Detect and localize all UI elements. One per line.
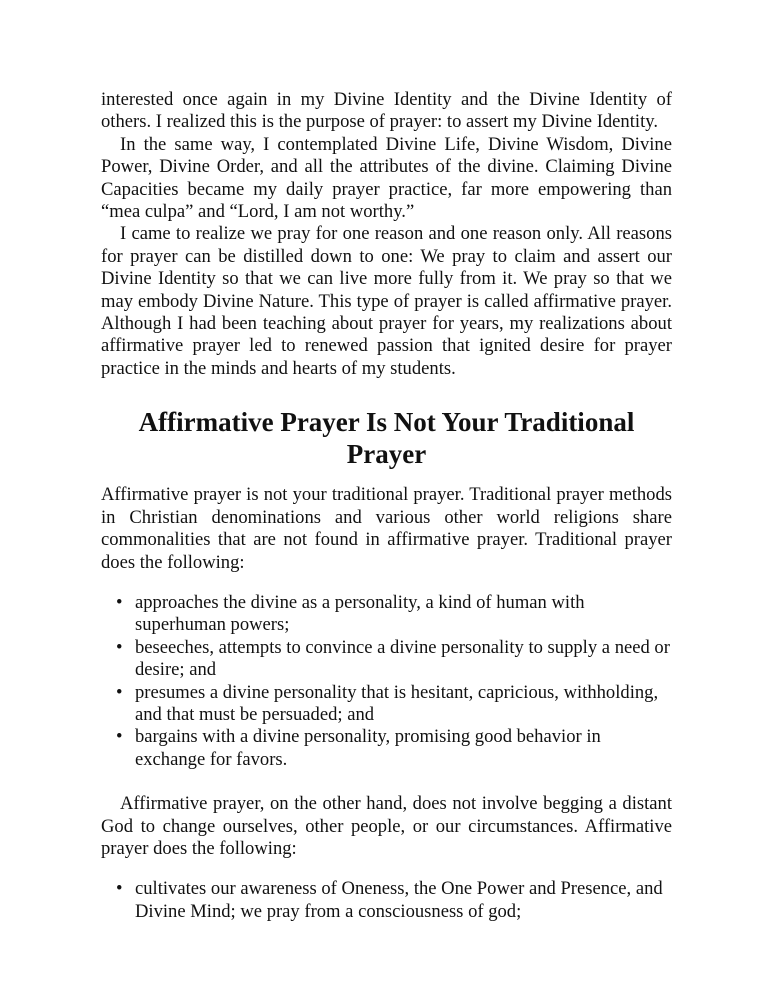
list-item — [101, 682, 672, 727]
section-heading-line-1: Affirmative Prayer Is Not Your Traditional — [138, 407, 635, 438]
bullet-icon: • — [116, 681, 123, 703]
list-item-text: cultivates our awareness of Oneness, the One Power and Presence, and Divine Mind; we pray from a consciousness of god; — [135, 878, 663, 922]
paragraph-continuation: interested once again in my Divine Identity and the Divine Identity of others. I realized this is the purpose of prayer: to assert my Divine Identity. — [101, 89, 672, 133]
list-item — [101, 592, 672, 637]
bullet-icon: • — [116, 726, 123, 748]
list-item-text: presumes a divine personality that is hesitant, capricious, withholding, and that must be persuaded; and — [135, 681, 659, 725]
list-item — [101, 637, 672, 682]
list-item — [101, 878, 672, 923]
section-heading — [101, 406, 672, 470]
document-page — [101, 89, 672, 923]
list-item-text: approaches the divine as a personality, a kind of human with superhuman powers; — [135, 591, 585, 636]
bullet-icon: • — [116, 636, 123, 658]
traditional-prayer-list — [101, 592, 672, 771]
list-item-text: bargains with a divine personality, promising good behavior in exchange for favors. — [135, 726, 601, 770]
section-heading-line-2: Prayer — [346, 439, 427, 470]
paragraph-reason-for-prayer: I came to realize we pray for one reason and one reason only. All reasons for prayer can be distilled down to one: We pray to claim and assert our Divine Identity so that we can live more fully from it. We pray so that we may embody Divine Nature. This type of prayer is called affirmative prayer. Although I had been teaching about prayer for years, my realizations about affirmative prayer led to renewed passion that ignited desire for prayer practice in the minds and hearts of my students. — [101, 223, 672, 379]
paragraph-traditional-intro: Affirmative prayer is not your traditional prayer. Traditional prayer methods in Christian denominations and various other world religions share commonalities that are not found in affirmative prayer. Traditional prayer does the following: — [101, 484, 672, 573]
paragraph-affirmative-intro: Affirmative prayer, on the other hand, does not involve begging a distant God to change ourselves, other people, or our circumstances. Affirmative prayer does the following: — [101, 793, 672, 859]
list-item-text: beseeches, attempts to convince a divine personality to supply a need or desire; and — [135, 636, 670, 681]
bullet-icon: • — [116, 878, 123, 900]
affirmative-prayer-list — [101, 878, 672, 923]
bullet-icon: • — [116, 591, 123, 613]
paragraph-divine-capacities: In the same way, I contemplated Divine Life, Divine Wisdom, Divine Power, Divine Order, and all the attributes of the divine. Claiming Divine Capacities became my daily prayer practice, far more empowering than “mea culpa” and “Lord, I am not worthy.” — [101, 133, 672, 223]
list-item — [101, 726, 672, 771]
